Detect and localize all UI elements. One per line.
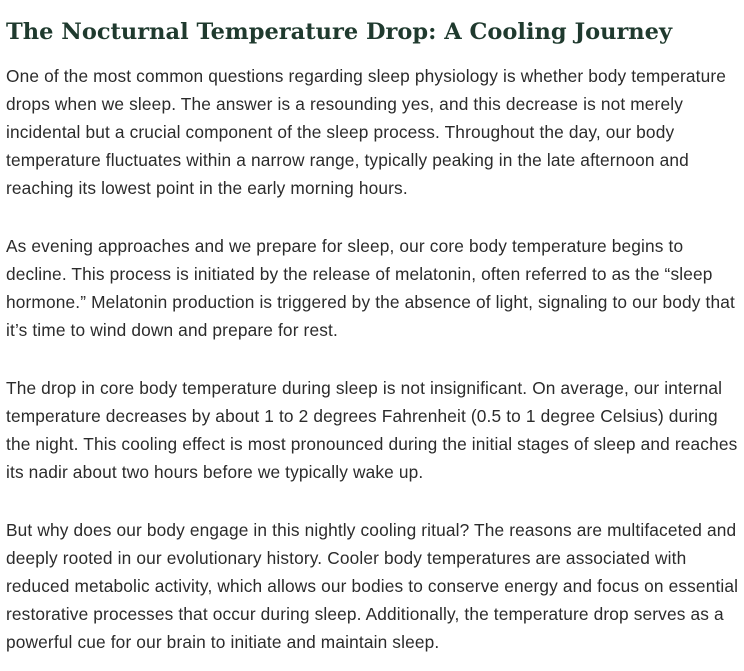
paragraph-melatonin: As evening approaches and we prepare for sleep, our core body temperature begins to decline. This process is initiated by the release of melatonin, often referred to as the “sleep hormone.” Melatonin production is triggered by the absence of light, signaling to our body that it’s time to wind down and prepare for rest. xyxy=(6,236,735,340)
paragraph-cooling-reasons: But why does our body engage in this nightly cooling ritual? The reasons are multifaceted and deeply rooted in our evolutionary history. Cooler body temperatures are associated with reduced metabolic activity, which allows our bodies to conserve energy and focus on essential restorative processes that occur during sleep. Additionally, the temperature drop serves as a powerful cue for our brain to initiate and maintain sleep. xyxy=(6,520,739,652)
paragraph-temperature-question: One of the most common questions regarding sleep physiology is whether body temperature drops when we sleep. The answer is a resounding yes, and this decrease is not merely incidental but a crucial component of the sleep process. Throughout the day, our body temperature fluctuates within a narrow range, typically peaking in the late afternoon and reaching its lowest point in the early morning hours. xyxy=(6,66,727,198)
article-title: The Nocturnal Temperature Drop: A Cooling Journey xyxy=(6,19,673,45)
paragraph-temperature-drop-amount: The drop in core body temperature during sleep is not insignificant. On average, our internal temperature decreases by about 1 to 2 degrees Fahrenheit (0.5 to 1 degree Celsius) during the night. This cooling effect is most pronounced during the initial stages of sleep and reaches its nadir about two hours before we typically wake up. xyxy=(6,378,738,482)
